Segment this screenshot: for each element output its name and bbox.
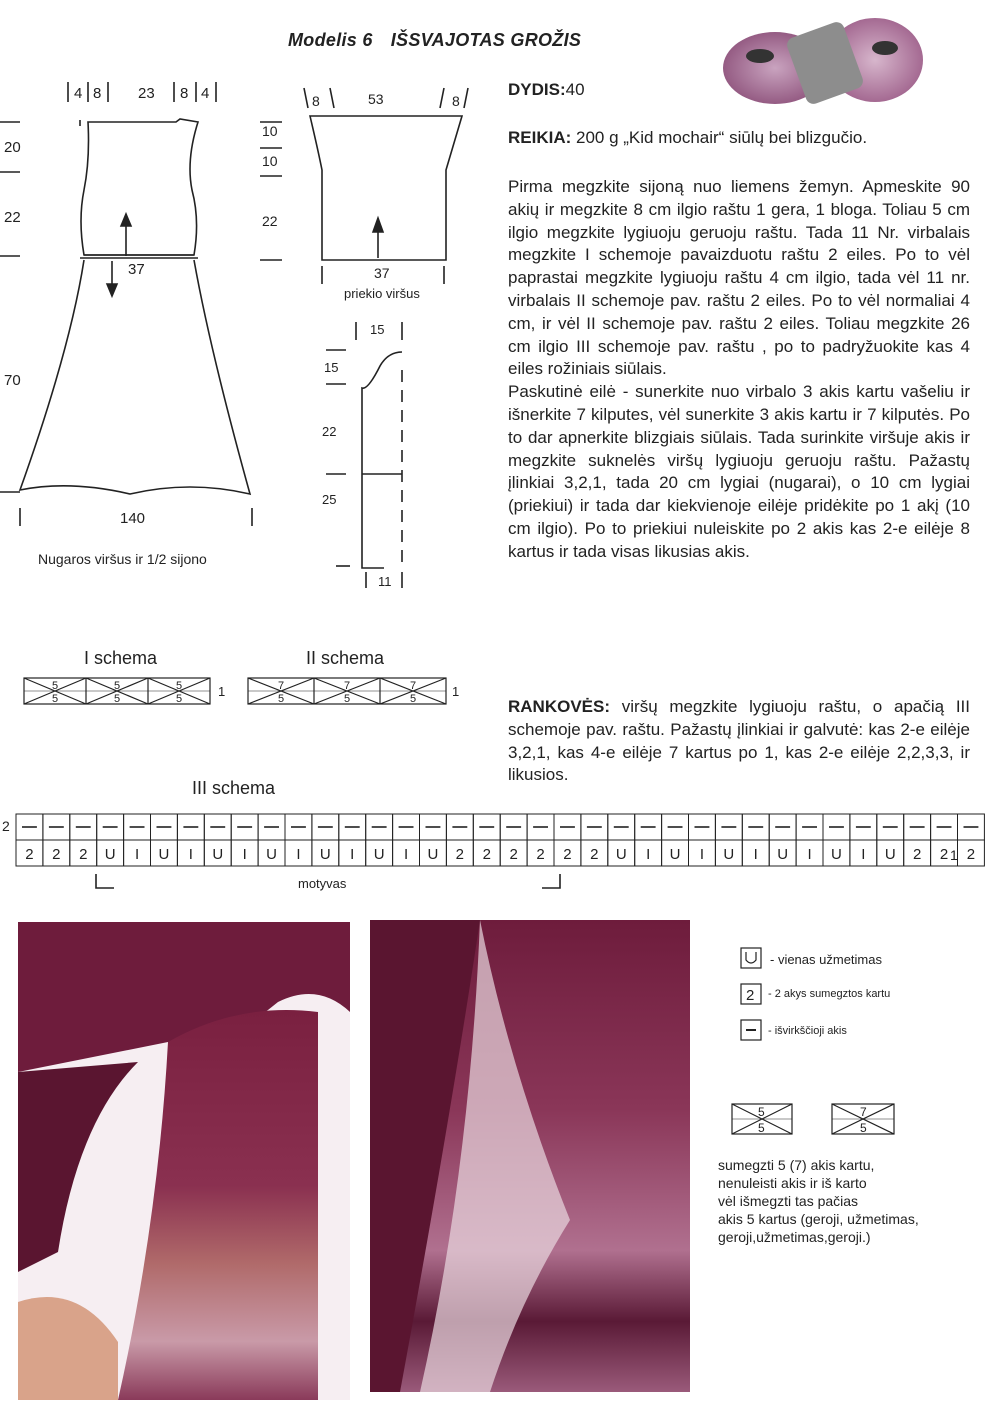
front-left-22: 22 <box>262 213 278 229</box>
schema3-symbol: 2 <box>509 846 518 863</box>
schema3-symbol: I <box>296 846 301 863</box>
schema2-cell-3: 7 <box>410 680 417 692</box>
schema3-symbol: 2 <box>52 846 61 863</box>
schema3-symbol: I <box>753 846 758 863</box>
note-line: sumegzti 5 (7) akis kartu, <box>718 1157 875 1173</box>
schema3-symbol: U <box>319 846 331 863</box>
photo-skirt <box>370 920 690 1392</box>
schema3-symbol: U <box>615 846 627 863</box>
size-label: DYDIS: <box>508 80 566 99</box>
schema1-cell-2b: 5 <box>114 693 121 705</box>
legend-item-u: - vienas užmetimas <box>770 952 882 967</box>
schema2-cell-2: 7 <box>344 680 351 692</box>
schema3-symbol: U <box>158 846 170 863</box>
note-line: nenuleisti akis ir iš karto <box>718 1175 867 1191</box>
sleeve-left-15: 15 <box>324 360 339 375</box>
back-diagram-labels <box>4 85 209 527</box>
schema3-symbol: I <box>188 846 193 863</box>
motif-label: motyvas <box>298 876 347 891</box>
schema3-symbol: I <box>350 846 355 863</box>
back-top-23: 23 <box>138 85 155 102</box>
front-left-10a: 10 <box>262 123 278 139</box>
schema3-symbol: U <box>373 846 385 863</box>
schema1-row: 1 <box>218 684 226 699</box>
schema1-cell-1b: 5 <box>52 693 59 705</box>
back-diagram <box>0 82 252 526</box>
back-left-22: 22 <box>4 209 21 226</box>
legend-cells <box>730 1102 900 1138</box>
sleeve-bottom-11: 11 <box>378 574 392 589</box>
schema3-symbol: I <box>242 846 247 863</box>
schema3-symbol: 2 <box>939 846 949 863</box>
legend-symbols <box>740 946 764 1042</box>
front-top-8a: 8 <box>312 93 320 109</box>
legend-item-2: - 2 akys sumegztos kartu <box>768 988 891 1000</box>
sleeve-top-15: 15 <box>370 322 385 337</box>
schema3-title: III schema <box>192 778 276 798</box>
yarn-image <box>720 8 925 108</box>
schema3-symbol: 2 <box>25 846 34 863</box>
front-diagram-labels <box>262 91 460 281</box>
size-line <box>508 80 585 100</box>
note-line: akis 5 kartus (geroji, užmetimas, <box>718 1211 919 1227</box>
legend-cell-top-7: 7 <box>860 1105 867 1119</box>
front-diagram-caption: priekio viršus <box>344 286 420 301</box>
photo-sleeve <box>18 922 350 1400</box>
back-top-8b: 8 <box>180 85 189 102</box>
model-number: Modelis 6 <box>288 30 373 50</box>
schema2-row: 1 <box>452 684 460 699</box>
note-line: vėl išmegzti tas pačias <box>718 1193 859 1209</box>
schema1-cell-3b: 5 <box>176 693 183 705</box>
back-top-4a: 4 <box>74 85 83 102</box>
legend-two-symbol: 2 <box>746 987 755 1004</box>
schema3-row2-label: 2 <box>2 818 10 834</box>
needs-line <box>508 128 867 148</box>
schema3-symbol: 2 <box>912 846 922 863</box>
schema2-cell-2b: 5 <box>344 693 351 705</box>
schema3-symbol: 2 <box>455 846 465 863</box>
schema3-symbol: U <box>669 846 681 863</box>
schema3-row1-label: 1 <box>950 847 958 863</box>
schema3-symbol: U <box>427 846 439 863</box>
schema1-title: I schema <box>84 648 158 668</box>
schema3-symbol: I <box>699 846 705 863</box>
schema3-symbol: U <box>212 846 224 863</box>
sleeve-left-22: 22 <box>322 424 337 439</box>
schema3-symbol: U <box>831 846 842 863</box>
front-diagram <box>260 88 468 284</box>
schema3-symbol: U <box>723 846 735 863</box>
sleeves-section <box>508 696 970 787</box>
legend-cell-bot-5: 5 <box>758 1121 765 1135</box>
schema3-symbol: I <box>646 846 651 863</box>
schema-cells <box>20 674 470 710</box>
front-bottom-37: 37 <box>374 265 390 281</box>
schema3-symbol: 2 <box>536 846 545 863</box>
schema3-symbol: 2 <box>482 846 491 863</box>
back-top-8a: 8 <box>93 85 102 102</box>
schema3-symbol: U <box>777 846 789 863</box>
sleeve-left-25: 25 <box>322 492 337 507</box>
front-top-53: 53 <box>368 91 384 107</box>
note-line: geroji,užmetimas,geroji.) <box>718 1229 871 1245</box>
schema3-chart <box>0 812 989 894</box>
legend-item-dash: - išvirkščioji akis <box>768 1025 847 1037</box>
back-left-70: 70 <box>4 372 21 389</box>
instruction-paragraph: Paskutinė eilė - sunerkite nuo virbalo 3 akis kartu vašeliu ir išnerkite 7 kilputes, vėl sunerkite 3 akis kartu ir 7 kilputės. Po to dar apnerkite blizgiais siūlais. Tada surinkite viršuje akis ir megzkite suknelės viršų lygiuoju geruoju raštu. Pažastų įlinkiai 3,2,1, tada 20 cm lygiai (nugarai), o 10 cm lygiai (priekiui) ir tada dar kiekvienoje eilėje pridėkite po 1 akį (10 cm ilgio). Po to priekiui nuleiskite po 2 akis kas 2-e eilėje 8 kartus ir tada visas likusias akis. <box>508 382 970 561</box>
schema2-title: II schema <box>306 648 385 668</box>
front-top-8b: 8 <box>452 93 460 109</box>
front-left-10b: 10 <box>262 153 278 169</box>
schema3-symbol: U <box>104 846 116 863</box>
schema2-cell-1: 7 <box>278 680 285 692</box>
stitch-note <box>718 1156 968 1246</box>
pattern-diagrams <box>0 70 500 590</box>
back-left-20: 20 <box>4 139 21 156</box>
schema3-symbol: 2 <box>79 846 88 863</box>
schema1-cell-3: 5 <box>176 680 183 692</box>
schema2-cell-3b: 5 <box>410 693 417 705</box>
sleeve-diagram-labels <box>322 322 392 589</box>
schema3-symbol: I <box>861 846 866 863</box>
schema3-symbol: I <box>403 846 409 863</box>
legend-cell-top-5: 5 <box>758 1105 765 1119</box>
back-waist-37: 37 <box>128 261 145 278</box>
schema3-symbol: 2 <box>563 846 572 863</box>
schema1-cell-2: 5 <box>114 680 121 692</box>
back-top-4b: 4 <box>201 85 210 102</box>
needs-text: 200 g „Kid mochair“ siūlų bei blizgučio. <box>571 128 868 147</box>
size-value: 40 <box>565 80 585 99</box>
schema3-symbol: I <box>134 846 140 863</box>
schema3-symbol: I <box>807 846 812 863</box>
needs-label: REIKIA: <box>508 128 572 147</box>
page-title <box>288 30 599 51</box>
schema3-symbol: 2 <box>590 846 599 863</box>
schema3-symbol: U <box>266 846 277 863</box>
model-title: IŠSVAJOTAS GROŽIS <box>390 30 582 50</box>
schema1-cell-1: 5 <box>52 680 59 692</box>
schema3-symbol: U <box>884 846 896 863</box>
schema2-cell-1b: 5 <box>278 693 285 705</box>
sleeves-label: RANKOVĖS: <box>508 697 611 716</box>
back-hem-140: 140 <box>120 510 146 527</box>
back-diagram-caption: Nugaros viršus ir 1/2 sijono <box>38 551 207 567</box>
instructions <box>508 176 970 564</box>
legend-cell-bot-5b: 5 <box>860 1121 867 1135</box>
sleeves-text: viršų megzkite lygiuoju raštu, o apačią III schemoje pav. raštu. Pažastų įlinkiai ir galvutė: kas 2-e eilėje 3,2,1, kas 4-e eilėje 7 kartus po 1, kas 2-e eilėje 2,2,3,3, ir likusios. <box>508 697 970 785</box>
instruction-paragraph: Pirma megzkite sijoną nuo liemens žemyn. Apmeskite 90 akių ir megzkite 8 cm ilgio raštu 1 gera, 1 bloga. Toliau 5 cm ilgio megzkite lygiuoju geruoju raštu. Tada 11 Nr. virbalais megzkite I schemoje pavaizduotu raštu 2 eiles. Po to vėl paprastai megzkite lygiuoju raštu 4 cm ilgio, tada vėl 11 nr. virbalais II schemoje pav. raštu 2 eiles. Po to vėl normaliai 4 cm, ir vėl II schemoje pav. raštu 2 eiles. Toliau megzkite 26 cm ilgio III schemoje pav. raštu , po to padryžuokite kas 4 eiles rožiniais siūlais. <box>508 177 970 379</box>
schema3-symbol: 2 <box>966 846 976 863</box>
